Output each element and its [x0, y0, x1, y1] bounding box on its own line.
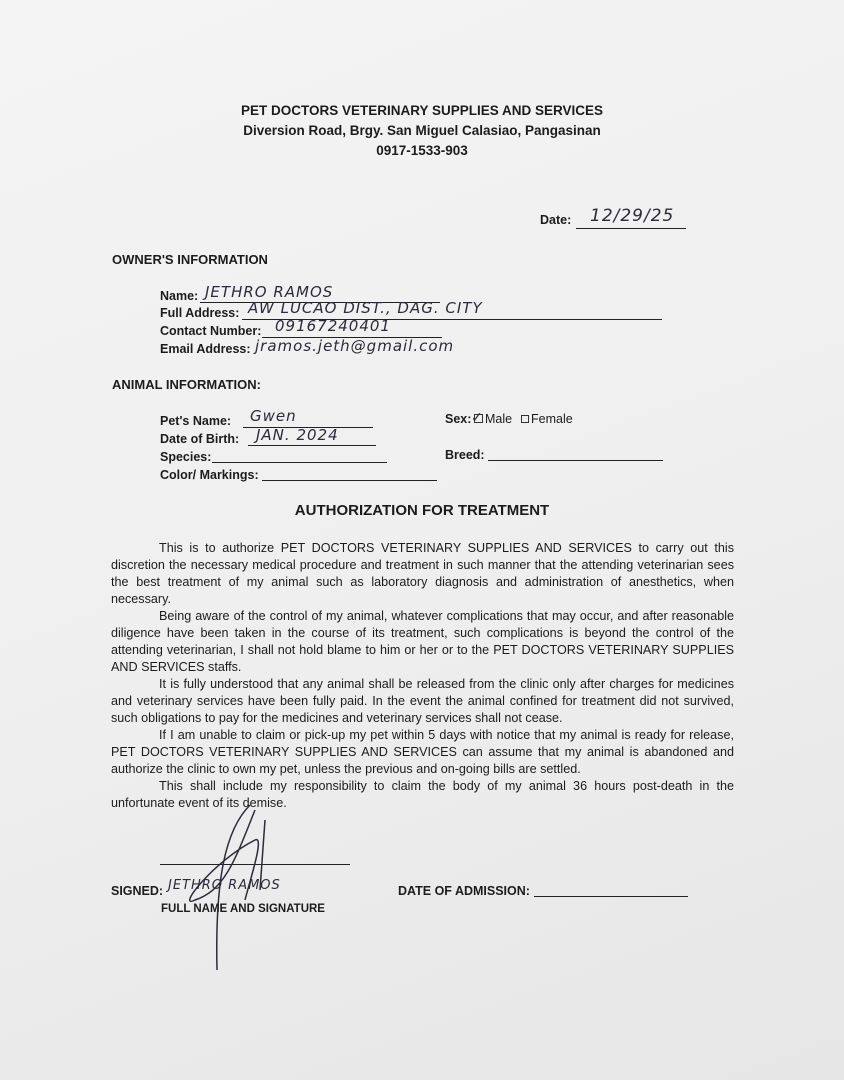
owner-email[interactable]: jramos.jeth@gmail.com — [255, 337, 455, 355]
date-line — [576, 228, 686, 229]
authorization-body — [111, 540, 734, 812]
color-label: Color/ Markings: — [160, 468, 259, 482]
dob-label: Date of Birth: — [160, 432, 240, 446]
species-field[interactable] — [212, 462, 387, 463]
dob-line — [248, 445, 376, 446]
male-label: Male — [485, 412, 513, 426]
address-label: Full Address: — [160, 306, 240, 320]
date-label: Date: — [540, 213, 572, 227]
signature-icon — [155, 800, 355, 975]
paragraph: This is to authorize PET DOCTORS VETERINARY SUPPLIES AND SERVICES to carry out this discretion the necessary medical procedure and treatment in such manner that the attending veterinarian sees the best treatment of my animal such as laboratory diagnosis and administration of anesthetics, when necessary. — [111, 541, 734, 606]
paragraph: It is fully understood that any animal shall be released from the clinic only after charges for medicines and veterinary services have been fully paid. In the event the animal confined for treatment did not survived, such obligations to pay for the medicines and veterinary services shall not cease. — [111, 677, 734, 725]
date-value[interactable]: 12/29/25 — [590, 206, 675, 226]
signed-name[interactable]: JETHRO RAMOS — [168, 878, 281, 893]
clinic-name: PET DOCTORS VETERINARY SUPPLIES AND SERVICES — [240, 103, 604, 118]
pet-dob[interactable]: JAN. 2024 — [256, 426, 339, 444]
signed-label: SIGNED: — [111, 884, 164, 898]
clinic-phone: 0917-1533-903 — [376, 143, 468, 158]
paragraph: This shall include my responsibility to claim the body of my animal 36 hours post-death in the unfortunate event of its demise. — [111, 779, 734, 810]
animal-heading: ANIMAL INFORMATION: — [112, 377, 261, 392]
owner-heading: OWNER'S INFORMATION — [112, 252, 268, 267]
female-checkbox[interactable] — [521, 415, 529, 423]
owner-address[interactable]: AW LUCAO DIST., DAG. CITY — [248, 299, 483, 317]
color-field[interactable] — [262, 480, 437, 481]
name-label: Name: — [160, 289, 199, 303]
pet-name-label: Pet's Name: — [160, 414, 232, 428]
breed-field[interactable] — [488, 460, 663, 461]
contact-label: Contact Number: — [160, 324, 262, 338]
email-label: Email Address: — [160, 342, 251, 356]
authorization-title: AUTHORIZATION FOR TREATMENT — [294, 502, 550, 519]
breed-label: Breed: — [445, 448, 485, 462]
admission-label: DATE OF ADMISSION: — [398, 884, 530, 898]
owner-name[interactable]: JETHRO RAMOS — [205, 283, 334, 301]
female-label: Female — [531, 412, 573, 426]
paragraph: If I am unable to claim or pick-up my pet within 5 days with notice that my animal is ready for release, PET DOCTORS VETERINARY SUPPLIES AND SERVICES can assume that my animal is abandoned and authorize the clinic to own my pet, unless the previous and on-going bills are settled. — [111, 728, 734, 776]
species-label: Species: — [160, 450, 212, 464]
owner-contact[interactable]: 09167240401 — [275, 317, 391, 335]
sex-label: Sex: — [445, 412, 472, 426]
signature-caption: FULL NAME AND SIGNATURE — [161, 903, 325, 915]
pet-name[interactable]: Gwen — [250, 407, 297, 425]
check-mark-icon: ✓ — [471, 409, 483, 425]
paragraph: Being aware of the control of my animal, whatever complications that may occur, and after reasonable diligence have been taken in the course of its treatment, such complications is beyond the control of the attending veterinarian, I shall not hold blame to him or her or to the PET DOCTORS VETERINARY SUPPLIES AND SERVICES staffs. — [111, 609, 734, 674]
clinic-address: Diversion Road, Brgy. San Miguel Calasiao, Pangasinan — [243, 123, 601, 138]
admission-date-field[interactable] — [534, 896, 688, 897]
